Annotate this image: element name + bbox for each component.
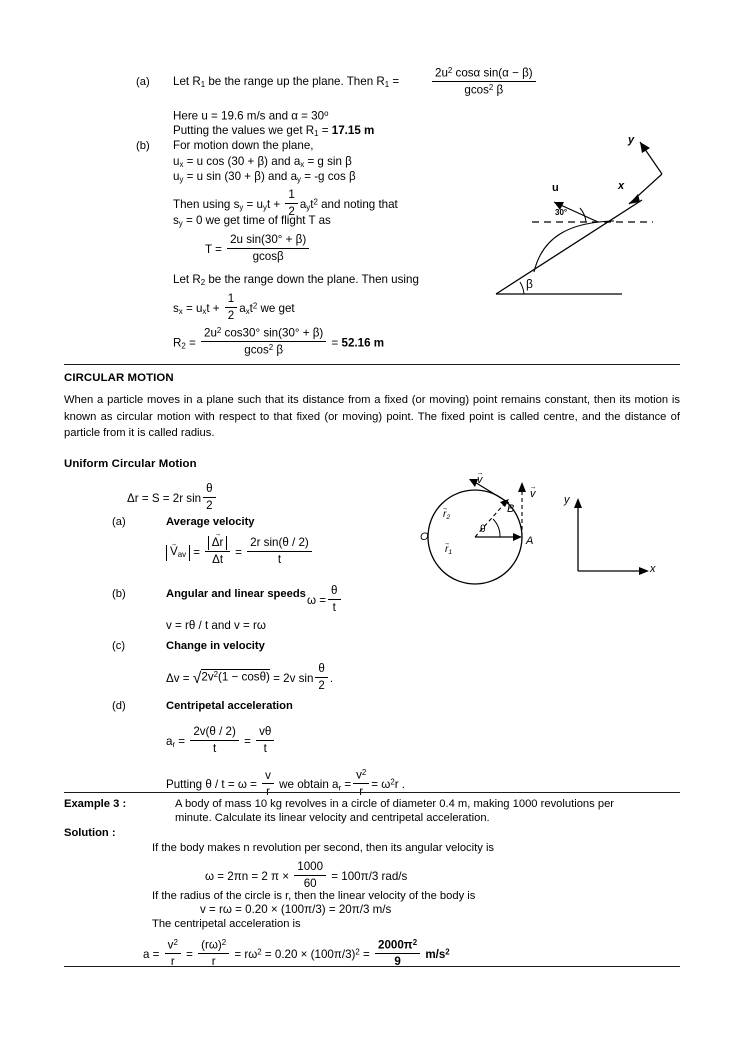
circ-item-b-label: Angular and linear speeds [166, 588, 306, 600]
section-divider-3 [64, 966, 680, 967]
putting-theta-over-t-line: Putting θ / t = ω = $\frac{v}{r}$ we obtain $a_r$ = $\frac{v^2}{r}$ = $\omega^2r$ . [166, 768, 406, 799]
circular-motion-heading: CIRCULAR MOTION [64, 372, 174, 384]
ux-ax-line: $u_x = u$ cos (30 + β) and $a_x = g$ sin β [173, 155, 352, 170]
change-in-velocity-formula: $\Delta v = √2v^2(1 - \cos\theta) = 2v$ sin $\frac{\theta}{2}$ . [166, 662, 334, 692]
section-divider-1 [64, 364, 680, 365]
circ-item-a-marker: (a) [112, 516, 126, 528]
item-a-line1: Let $R_1$ be the range up the plane. Then $R_1$ = [173, 75, 400, 90]
example-label: Example 3 : [64, 798, 127, 810]
circle-label-B: B [507, 503, 515, 515]
delta-r-formula: Δr = S = 2r sin $\frac{\theta}{2}$ [127, 484, 218, 514]
section-divider-2 [64, 792, 680, 793]
circle-label-v-at-B: v → [477, 475, 483, 486]
solution-line-3: The centripetal acceleration is [152, 918, 301, 930]
item-b-line1: For motion down the plane, [173, 139, 314, 152]
range-down-formula: $R_2$ = $\frac{2u^2 \cos 30^\circ \sin(30^\circ + \beta)}{gcos^2 \beta}$ = 52.16 m [173, 326, 385, 357]
incline-label-beta: β [526, 277, 533, 291]
range-up-formula: $\frac{2u^2 \cos\alpha \sin(\alpha - \beta)}{gcos^2 \beta}$ [430, 68, 538, 99]
circ-item-d-label: Centripetal acceleration [166, 700, 293, 712]
angular-speed-formula: ω = $\frac{\theta}{t}$ [307, 586, 343, 616]
linear-velocity-line: v = rω = 0.20 × (100π/3) = 20π/3 m/s [200, 903, 392, 916]
circle-label-v-at-A: v → [530, 489, 536, 500]
item-a-marker: (a) [136, 76, 150, 88]
axes-label-x: x [650, 563, 656, 575]
incline-label-y: y [628, 134, 635, 146]
solution-label: Solution : [64, 827, 116, 839]
coordinate-axes-diagram [564, 493, 658, 578]
item-a-line3: Putting the values we get $R_1 = 17.15$ m [173, 124, 375, 139]
example-text-line1: A body of mass 10 kg revolves in a circle of diameter 0.4 m, making 1000 revolutions per [175, 798, 615, 810]
inclined-plane-projectile-diagram [490, 132, 675, 312]
time-of-flight-formula: T = $\frac{\text{2u sin(30° + β)}}{gcos\beta}$ [205, 235, 311, 265]
circ-item-b-marker: (b) [112, 588, 126, 600]
centripetal-acceleration-formula: $a_r$ = $\frac{2v(\theta / 2)}{t}$ = $\frac{v\theta}{t}$ [166, 727, 276, 757]
sx-equation-line: $s_x = u_xt$ + $\frac{1}{2}$ $a_xt^2$ we get [173, 292, 295, 322]
uy-ay-line: $u_y = u$ sin (30 + β) and $a_y = -g$ cos β [173, 170, 356, 185]
circ-item-c-label: Change in velocity [166, 640, 265, 652]
incline-label-x: x [618, 180, 625, 192]
circle-label-O: O [420, 531, 429, 543]
circle-label-A: A [526, 535, 534, 547]
circular-motion-paragraph: When a particle moves in a plane such that its distance from a fixed (or moving) point remains constant, then its motion is known as circular motion with respect to that fixed (or moving) point. The fixed point is called centre, and the distance of particle from it is called radius. [64, 394, 680, 439]
circ-item-c-marker: (c) [112, 640, 126, 652]
incline-label-u: u [552, 182, 559, 194]
uniform-circular-motion-diagram [418, 473, 553, 598]
circ-item-a-label: Average velocity [166, 516, 255, 528]
circle-label-r1: $r \to_1$ [445, 545, 452, 557]
item-a-line2: Here u = 19.6 m/s and $\alpha = 30^o$ [173, 109, 329, 123]
incline-label-angle: 30° [555, 208, 568, 217]
sy-equation-line: Then using $s_y = u_yt$ + $\frac{1}{2}$ $a_yt^2$ and noting that [173, 188, 398, 218]
uniform-circular-motion-subheading: Uniform Circular Motion [64, 458, 197, 470]
circ-item-d-marker: (d) [112, 700, 126, 712]
sy-zero-line: $s_y = 0$ we get time of flight T as [173, 214, 331, 229]
let-r2-line: Let $R_2$ be the range down the plane. Then using [173, 273, 419, 288]
circle-label-theta: θ [480, 524, 486, 535]
solution-line-2: If the radius of the circle is r, then the linear velocity of the body is [152, 890, 476, 902]
solution-line-1: If the body makes n revolution per second, then its angular velocity is [152, 842, 495, 854]
circle-label-r2: $r \to_2$ [443, 510, 450, 522]
axes-label-y: y [564, 494, 570, 506]
acceleration-result-formula: a = $\frac{v^2}{r}$ = $\frac{(r\omega)^2}{r}$ = $r\omega^2 = 0.20 \times (100\pi/3)^2$ = $\frac{2000\pi^2}{9}$ $m/s^2$ [143, 938, 450, 969]
item-b-marker: (b) [136, 140, 150, 152]
example-text-line2: minute. Calculate its linear velocity and centripetal acceleration. [175, 812, 490, 824]
omega-formula: ω = 2πn = 2 π × $\frac{1000}{60}$ = 100π/3 rad/s [205, 860, 408, 890]
linear-speed-formula: v = rθ / t and v = rω [166, 619, 266, 632]
average-velocity-formula: $V \to_{av}$ = $\frac{\Delta r \to}{\Delta t}$ = $\frac{\text{2r sin(θ / 2)}}{t}$ [166, 538, 314, 568]
